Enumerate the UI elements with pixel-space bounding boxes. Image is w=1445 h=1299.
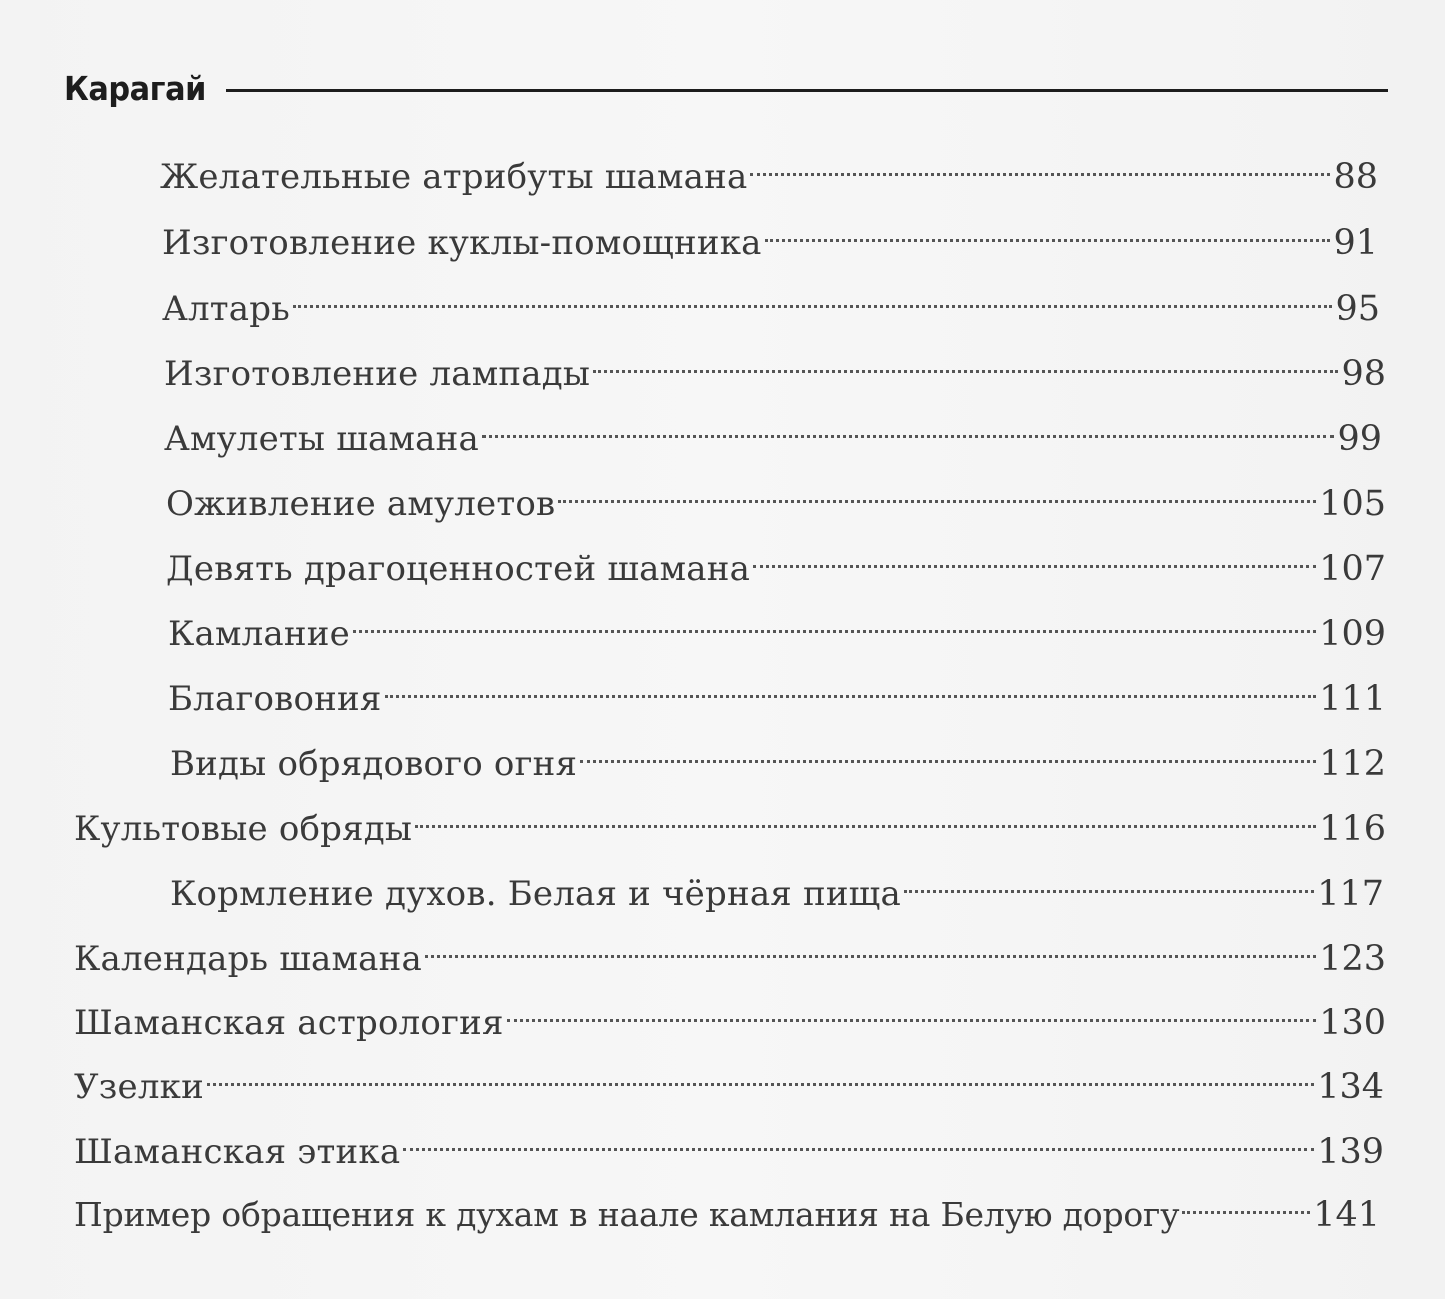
toc-entry bbox=[166, 467, 1386, 524]
toc-entry-page: 112 bbox=[1319, 744, 1386, 784]
toc-entry-title: Девять драгоценностей шамана bbox=[166, 549, 751, 589]
toc-entry-title: Благовония bbox=[168, 679, 382, 719]
toc-entry-page: 109 bbox=[1319, 614, 1386, 654]
toc-entry-title: Шаманская этика bbox=[74, 1132, 401, 1172]
section-title: Карагай bbox=[64, 68, 206, 108]
toc-entry-page: 98 bbox=[1341, 354, 1386, 394]
toc-entry-title: Пример обращения к духам в наале камлания на Белую дорогу bbox=[74, 1195, 1180, 1234]
toc-leader-dots bbox=[353, 597, 1316, 645]
toc-entry bbox=[160, 140, 1378, 197]
toc-entry-title: Изготовление лампады bbox=[164, 354, 591, 394]
toc-leader-dots bbox=[415, 792, 1316, 840]
toc-entry-page: 116 bbox=[1319, 809, 1386, 849]
toc-entry-title: Изготовление куклы-помощника bbox=[162, 223, 762, 263]
toc-entry bbox=[164, 337, 1386, 394]
toc-entry bbox=[74, 792, 1386, 849]
toc-entry-title: Культовые обряды bbox=[74, 809, 413, 849]
toc-entry-page: 111 bbox=[1319, 679, 1386, 719]
toc-entry bbox=[74, 986, 1386, 1043]
toc-leader-dots bbox=[904, 857, 1314, 905]
toc-entry-page: 99 bbox=[1337, 419, 1382, 459]
toc-entry bbox=[74, 1115, 1384, 1172]
toc-leader-dots bbox=[207, 1050, 1314, 1098]
toc-entry-page: 95 bbox=[1335, 289, 1380, 329]
toc-entry bbox=[162, 206, 1378, 263]
toc-leader-dots bbox=[750, 140, 1330, 188]
toc-entry-page: 130 bbox=[1319, 1003, 1386, 1043]
toc-entry-title: Узелки bbox=[74, 1067, 204, 1107]
toc-entry bbox=[168, 662, 1386, 719]
toc-entry-page: 105 bbox=[1319, 484, 1386, 524]
toc-entry bbox=[74, 922, 1386, 979]
toc-entry-page: 139 bbox=[1317, 1132, 1384, 1172]
toc-entry-title: Оживление амулетов bbox=[166, 484, 556, 524]
toc-leader-dots bbox=[385, 662, 1317, 710]
toc-entry-page: 117 bbox=[1317, 874, 1384, 914]
toc-entry bbox=[74, 1050, 1384, 1107]
toc-leader-dots bbox=[403, 1115, 1314, 1163]
toc-entry-page: 123 bbox=[1319, 939, 1386, 979]
toc-leader-dots bbox=[293, 272, 1333, 320]
toc-leader-dots bbox=[507, 986, 1317, 1034]
toc-entry-page: 88 bbox=[1333, 157, 1378, 197]
toc-entry-page: 91 bbox=[1333, 223, 1378, 263]
toc-entry bbox=[164, 402, 1382, 459]
toc-entry-title: Алтарь bbox=[162, 289, 290, 329]
toc-entry-title: Кормление духов. Белая и чёрная пища bbox=[170, 874, 901, 914]
toc-entry-title: Желательные атрибуты шамана bbox=[160, 157, 748, 197]
toc-leader-dots bbox=[753, 532, 1316, 580]
toc-entry-title: Амулеты шамана bbox=[164, 419, 479, 459]
toc-entry-title: Шаманская астрология bbox=[74, 1003, 504, 1043]
toc-entry bbox=[162, 272, 1380, 329]
toc-entry-title: Виды обрядового огня bbox=[170, 744, 578, 784]
toc-leader-dots bbox=[1182, 1178, 1310, 1226]
toc-entry-page: 134 bbox=[1317, 1067, 1384, 1107]
toc-entry-title: Камлание bbox=[168, 614, 350, 654]
toc-entry-title: Календарь шамана bbox=[74, 939, 422, 979]
toc-leader-dots bbox=[425, 922, 1316, 970]
toc-entry-page: 107 bbox=[1319, 549, 1386, 589]
toc-entry bbox=[166, 532, 1386, 589]
toc-leader-dots bbox=[580, 727, 1316, 775]
toc-entry bbox=[168, 597, 1386, 654]
toc-leader-dots bbox=[558, 467, 1316, 515]
toc-entry bbox=[170, 857, 1384, 914]
toc-entry bbox=[74, 1178, 1380, 1235]
toc-leader-dots bbox=[593, 337, 1338, 385]
toc-leader-dots bbox=[765, 206, 1331, 254]
toc-leader-dots bbox=[482, 402, 1335, 450]
toc-entry-page: 141 bbox=[1313, 1195, 1380, 1235]
toc-entry bbox=[170, 727, 1386, 784]
